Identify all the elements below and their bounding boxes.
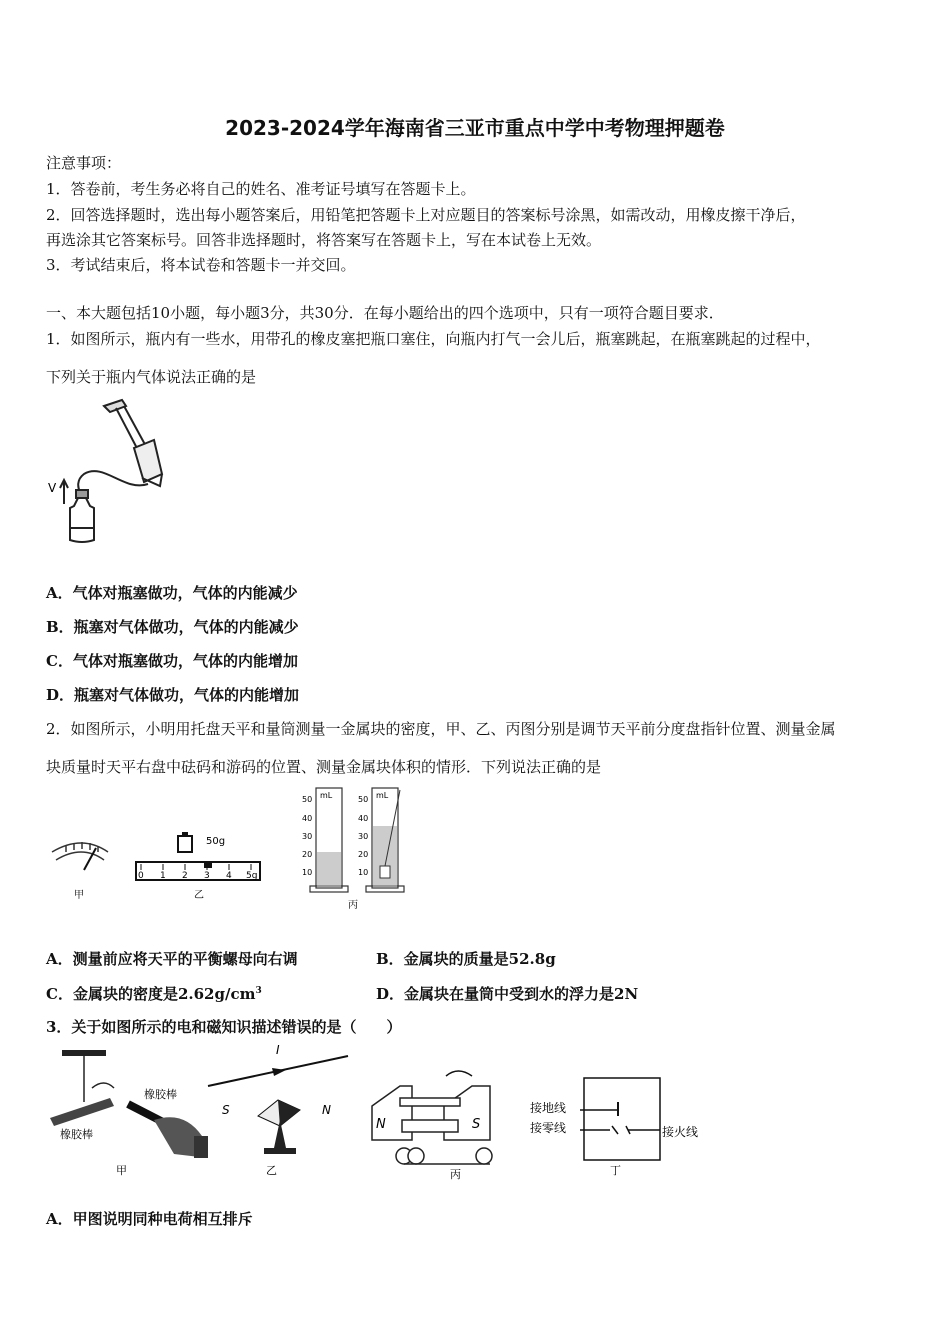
svg-text:1: 1 <box>160 871 166 881</box>
svg-text:30: 30 <box>358 832 369 841</box>
q2-figure-balance <box>44 780 414 916</box>
svg-text:50: 50 <box>302 795 313 804</box>
magnet-n-label: N <box>376 1117 386 1132</box>
q1-stem-2: 下列关于瓶内气体说法正确的是 <box>46 368 257 386</box>
svg-text:mL: mL <box>320 791 333 800</box>
svg-text:3: 3 <box>204 871 210 881</box>
rubber-rod-label-2: 橡胶棒 <box>144 1088 177 1101</box>
q1-option-d: D．瓶塞对气体做功，气体的内能增加 <box>46 686 300 704</box>
fig-label-yi: 乙 <box>266 1164 277 1177</box>
svg-text:5g: 5g <box>246 871 258 881</box>
svg-text:50: 50 <box>358 795 369 804</box>
ground-wire-label: 接地线 <box>530 1101 567 1115</box>
s-pole-label: S <box>222 1103 230 1117</box>
notice-heading: 注意事项： <box>46 154 122 172</box>
q1-option-a: A．气体对瓶塞做功，气体的内能减少 <box>46 584 298 602</box>
q2-option-a: A．测量前应将天平的平衡螺母向右调 <box>46 950 298 968</box>
rubber-rod-label-1: 橡胶棒 <box>60 1128 93 1141</box>
q1-stem: 1．如图所示，瓶内有一些水，用带孔的橡皮塞把瓶口塞住，向瓶内打气一会儿后，瓶塞跳起，在瓶塞跳起的过程中， <box>46 330 821 348</box>
svg-text:4: 4 <box>226 871 232 881</box>
rider-ruler <box>136 862 260 880</box>
svg-text:20: 20 <box>302 850 313 859</box>
fig-label-yi: 乙 <box>194 890 204 901</box>
notice-item: 3．考试结束后，将本试卷和答题卡一并交回。 <box>46 256 356 274</box>
q2-option-c: C．金属块的密度是$2.62g/cm^3$ <box>46 985 262 1003</box>
fig-label-ding: 丁 <box>610 1164 621 1177</box>
svg-text:10: 10 <box>302 868 313 877</box>
svg-text:30: 30 <box>302 832 313 841</box>
magnet-s-label: S <box>472 1117 481 1132</box>
current-label: I <box>276 1043 280 1057</box>
svg-text:mL: mL <box>376 791 389 800</box>
q2-stem: 2．如图所示，小明用托盘天平和量筒测量一金属块的密度，甲、乙、丙图分别是调节天平前分度盘指针位置、测量金属 <box>46 720 836 738</box>
fig-label-jia: 甲 <box>116 1164 127 1177</box>
q2-stem-2: 块质量时天平右盘中砝码和游码的位置、测量金属块体积的情形．下列说法正确的是 <box>46 758 602 776</box>
socket-box <box>584 1078 660 1160</box>
svg-text:20: 20 <box>358 850 369 859</box>
svg-text:0: 0 <box>138 871 144 881</box>
q1-option-b: B．瓶塞对气体做功，气体的内能减少 <box>46 618 299 636</box>
q3-figure-electromagnetism <box>44 1040 724 1184</box>
q3-option-a: A．甲图说明同种电荷相互排斥 <box>46 1210 253 1228</box>
rider <box>204 862 212 868</box>
fig-label-bing: 丙 <box>348 900 358 911</box>
svg-text:10: 10 <box>358 868 369 877</box>
section-heading: 一、本大题包括10小题，每小题3分，共30分．在每小题给出的四个选项中，只有一项符合题目要求． <box>46 304 724 322</box>
neutral-wire-label: 接零线 <box>530 1121 567 1135</box>
rubber-rod-hanging <box>50 1098 114 1126</box>
notice-item: 1．答卷前，考生务必将自己的姓名、准考证号填写在答题卡上。 <box>46 180 476 198</box>
q1-figure-pump-bottle <box>44 392 174 548</box>
fig-label-bing: 丙 <box>450 1168 461 1181</box>
q2-option-b: B．金属块的质量是52.8g <box>376 950 556 968</box>
q3-stem: 3．关于如图所示的电和磁知识描述错误的是（ ） <box>46 1018 402 1036</box>
n-pole-label: N <box>322 1103 331 1117</box>
fig-label-jia: 甲 <box>74 890 84 901</box>
live-wire-label: 接火线 <box>662 1125 699 1139</box>
notice-item: 再选涂其它答案标号。回答非选择题时，将答案写在答题卡上，写在本试卷上无效。 <box>46 231 602 249</box>
svg-text:2: 2 <box>182 871 188 881</box>
weight-label: 50g <box>206 836 226 847</box>
notice-item: 2．回答选择题时，选出每小题答案后，用铅笔把答题卡上对应题目的答案标号涂黑，如需改动，用橡皮擦干净后， <box>46 206 806 224</box>
water-level-1 <box>317 852 341 887</box>
q2-option-d: D．金属块在量筒中受到水的浮力是2N <box>376 985 639 1003</box>
q1-option-c: C．气体对瓶塞做功，气体的内能增加 <box>46 652 298 670</box>
svg-text:40: 40 <box>302 814 313 823</box>
velocity-label: V <box>48 481 57 495</box>
weight-block <box>178 836 192 852</box>
page-title: 2023-2024学年海南省三亚市重点中学中考物理押题卷 <box>225 116 725 140</box>
svg-text:40: 40 <box>358 814 369 823</box>
